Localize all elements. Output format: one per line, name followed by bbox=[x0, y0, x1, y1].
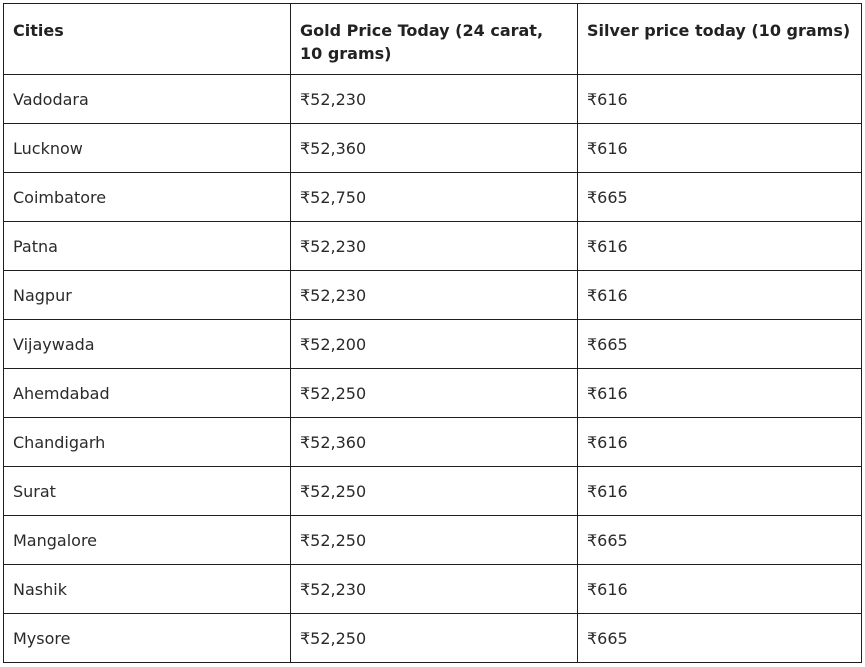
table-row bbox=[4, 222, 862, 271]
price-table bbox=[3, 3, 862, 663]
gold-price-cell: ₹52,230 bbox=[291, 565, 578, 614]
gold-price-cell: ₹52,200 bbox=[291, 320, 578, 369]
gold-price-cell: ₹52,250 bbox=[291, 516, 578, 565]
gold-price-cell: ₹52,250 bbox=[291, 467, 578, 516]
city-cell: Patna bbox=[4, 222, 291, 271]
silver-price-cell: ₹616 bbox=[578, 75, 862, 124]
silver-price-cell: ₹616 bbox=[578, 222, 862, 271]
table-row bbox=[4, 320, 862, 369]
gold-price-cell: ₹52,360 bbox=[291, 418, 578, 467]
table-row bbox=[4, 369, 862, 418]
city-cell: Nagpur bbox=[4, 271, 291, 320]
silver-price-cell: ₹665 bbox=[578, 173, 862, 222]
table-row bbox=[4, 565, 862, 614]
gold-price-cell: ₹52,250 bbox=[291, 369, 578, 418]
table-row bbox=[4, 614, 862, 663]
table-row bbox=[4, 271, 862, 320]
city-cell: Coimbatore bbox=[4, 173, 291, 222]
header-row bbox=[4, 4, 862, 75]
gold-price-cell: ₹52,230 bbox=[291, 271, 578, 320]
gold-price-cell: ₹52,230 bbox=[291, 222, 578, 271]
silver-price-cell: ₹616 bbox=[578, 467, 862, 516]
silver-price-cell: ₹665 bbox=[578, 320, 862, 369]
city-cell: Chandigarh bbox=[4, 418, 291, 467]
table-row bbox=[4, 467, 862, 516]
gold-price-cell: ₹52,250 bbox=[291, 614, 578, 663]
city-cell: Mangalore bbox=[4, 516, 291, 565]
silver-price-cell: ₹616 bbox=[578, 271, 862, 320]
table-row bbox=[4, 516, 862, 565]
table-row bbox=[4, 75, 862, 124]
city-cell: Vadodara bbox=[4, 75, 291, 124]
silver-price-cell: ₹665 bbox=[578, 614, 862, 663]
header-silver-price: Silver price today (10 grams) bbox=[578, 4, 862, 75]
city-cell: Nashik bbox=[4, 565, 291, 614]
table-row bbox=[4, 173, 862, 222]
city-cell: Vijaywada bbox=[4, 320, 291, 369]
city-cell: Lucknow bbox=[4, 124, 291, 173]
silver-price-cell: ₹616 bbox=[578, 418, 862, 467]
header-cities: Cities bbox=[4, 4, 291, 75]
city-cell: Ahemdabad bbox=[4, 369, 291, 418]
silver-price-cell: ₹616 bbox=[578, 565, 862, 614]
gold-price-cell: ₹52,750 bbox=[291, 173, 578, 222]
silver-price-cell: ₹665 bbox=[578, 516, 862, 565]
city-cell: Mysore bbox=[4, 614, 291, 663]
table-row bbox=[4, 124, 862, 173]
header-gold-price: Gold Price Today (24 carat, 10 grams) bbox=[291, 4, 578, 75]
gold-price-cell: ₹52,230 bbox=[291, 75, 578, 124]
silver-price-cell: ₹616 bbox=[578, 124, 862, 173]
silver-price-cell: ₹616 bbox=[578, 369, 862, 418]
gold-price-cell: ₹52,360 bbox=[291, 124, 578, 173]
table-row bbox=[4, 418, 862, 467]
city-cell: Surat bbox=[4, 467, 291, 516]
